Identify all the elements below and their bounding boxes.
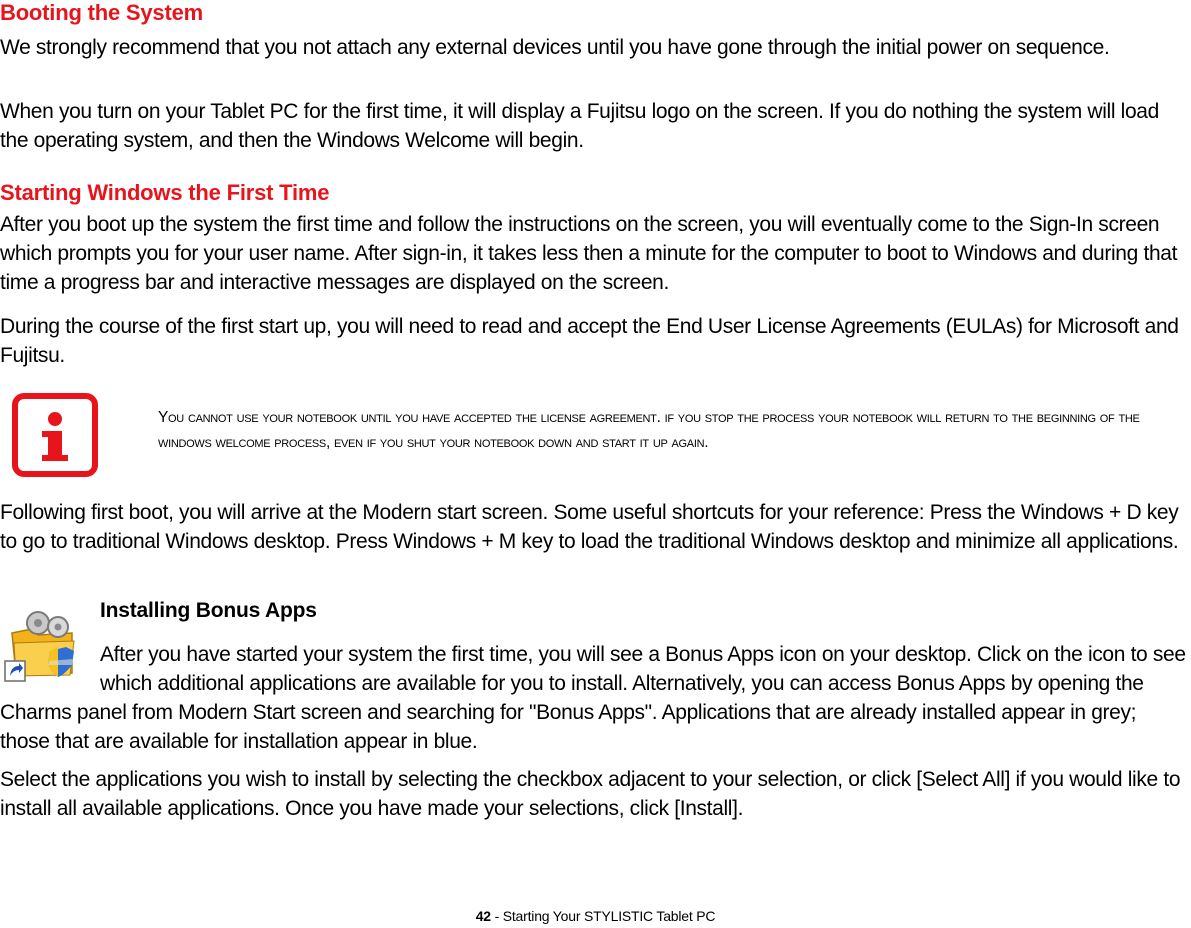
shortcuts-para: Following first boot, you will arrive at the Modern start screen. Some useful shortcuts for your reference: Press the Windows + D key to go to traditional Windows desktop. Press Windows + M key to load the traditional Windows desktop and minimize all applications. xyxy=(0,501,1179,553)
license-note-text: You cannot use your notebook until you have accepted the license agreement. if you stop the process your notebook will return to the beginning of the windows welcome process, even if you shut your notebook down and start it up again. xyxy=(158,409,1140,451)
bonus-apps-para-1: After you have started your system the first time, you will see a Bonus Apps icon on your desktop. Click on the icon to see which additional applications are available for you to install. Alternatively, you can access Bonus Apps by opening the Charms panel from Modern Start screen and searching for "Bonus Apps". Applications that are already installed appear in grey; those that are available for installation appear in blue. xyxy=(0,643,1186,753)
booting-para-1: We strongly recommend that you not attach any external devices until you have gone through the initial power on sequence. xyxy=(0,36,1110,59)
bonus-apps-heading: Installing Bonus Apps xyxy=(100,599,317,622)
bonus-apps-para-2: Select the applications you wish to install by selecting the checkbox adjacent to your selection, or click [Select All] if you would like to install all available applications. Once you have made your selections, click [Install]. xyxy=(0,768,1181,820)
footer-title: - Starting Your STYLISTIC Tablet PC xyxy=(490,908,716,924)
page-number: 42 xyxy=(475,908,491,924)
page-footer xyxy=(0,907,1191,925)
first-time-para-1: After you boot up the system the first time and follow the instructions on the screen, you will eventually come to the Sign-In screen which prompts you for your user name. After sign-in, it takes less then a minute for the computer to boot to Windows and during that time a progress bar and interactive messages are displayed on the screen. xyxy=(0,213,1178,294)
icon-float-space xyxy=(0,640,100,698)
booting-heading: Booting the System xyxy=(0,0,203,25)
info-icon xyxy=(12,393,98,477)
bonus-apps-para-1-wrap xyxy=(0,640,1189,756)
first-time-para-2: During the course of the first start up, you will need to read and accept the End User License Agreements (EULAs) for Microsoft and Fujitsu. xyxy=(0,315,1179,367)
booting-para-2: When you turn on your Tablet PC for the first time, it will display a Fujitsu logo on the screen. If you do nothing the system will load the operating system, and then the Windows Welcome will begin. xyxy=(0,100,1159,152)
first-time-heading: Starting Windows the First Time xyxy=(0,180,330,205)
